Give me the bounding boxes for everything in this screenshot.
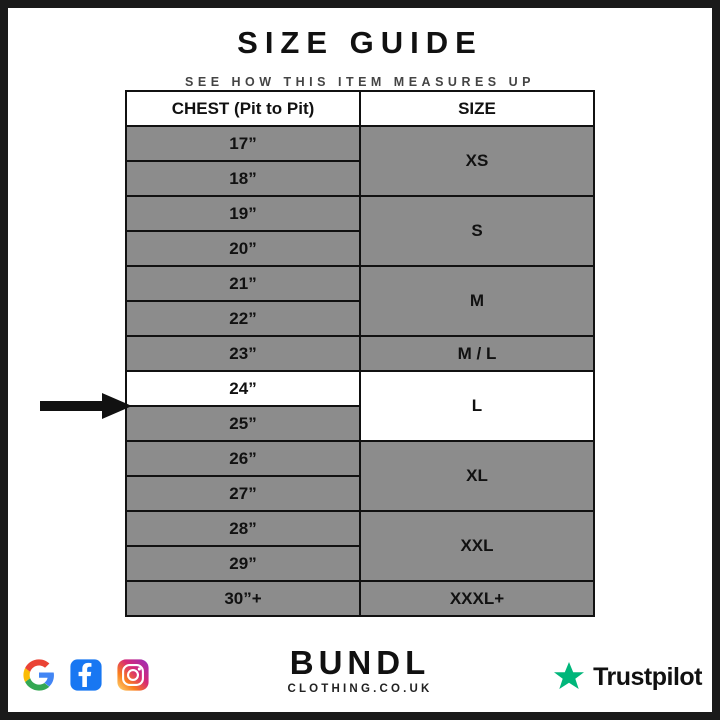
column-header-size: SIZE xyxy=(360,91,594,126)
chest-value: 22” xyxy=(126,301,360,336)
table-row[interactable] xyxy=(126,511,594,546)
size-value: XS xyxy=(360,126,594,196)
table-header-row xyxy=(126,91,594,126)
chest-value: 28” xyxy=(126,511,360,546)
size-value: XL xyxy=(360,441,594,511)
chest-value: 27” xyxy=(126,476,360,511)
trustpilot-star-icon xyxy=(552,660,586,694)
table-row[interactable] xyxy=(126,336,594,371)
chest-value: 19” xyxy=(126,196,360,231)
size-value: XXL xyxy=(360,511,594,581)
brand-name: BUNDL xyxy=(289,644,431,681)
size-table xyxy=(125,90,595,617)
size-value: M xyxy=(360,266,594,336)
chest-value: 30”+ xyxy=(126,581,360,616)
chest-value: 21” xyxy=(126,266,360,301)
chest-value: 20” xyxy=(126,231,360,266)
size-value: M / L xyxy=(360,336,594,371)
table-row[interactable] xyxy=(126,126,594,161)
chest-value: 23” xyxy=(126,336,360,371)
page-title: SIZE GUIDE xyxy=(237,25,483,60)
brand-domain: CLOTHING.CO.UK xyxy=(287,682,433,695)
size-table-container xyxy=(125,90,595,617)
trustpilot-badge[interactable] xyxy=(552,660,702,694)
column-header-chest: CHEST (Pit to Pit) xyxy=(126,91,360,126)
chest-value: 26” xyxy=(126,441,360,476)
chest-value-selected: 24” xyxy=(126,371,360,406)
chest-value: 25” xyxy=(126,406,360,441)
size-value: XXXL+ xyxy=(360,581,594,616)
table-row[interactable] xyxy=(126,266,594,301)
size-value: S xyxy=(360,196,594,266)
chest-value: 17” xyxy=(126,126,360,161)
size-value-selected: L xyxy=(360,371,594,441)
trustpilot-label: Trustpilot xyxy=(593,662,702,691)
table-row[interactable] xyxy=(126,196,594,231)
footer xyxy=(8,638,712,712)
table-row[interactable] xyxy=(126,581,594,616)
selected-size-arrow-icon xyxy=(40,393,132,419)
page-subtitle: SEE HOW THIS ITEM MEASURES UP xyxy=(185,75,535,89)
size-guide-card xyxy=(8,8,712,712)
table-row[interactable] xyxy=(126,441,594,476)
table-row-highlighted[interactable] xyxy=(126,371,594,406)
chest-value: 29” xyxy=(126,546,360,581)
chest-value: 18” xyxy=(126,161,360,196)
